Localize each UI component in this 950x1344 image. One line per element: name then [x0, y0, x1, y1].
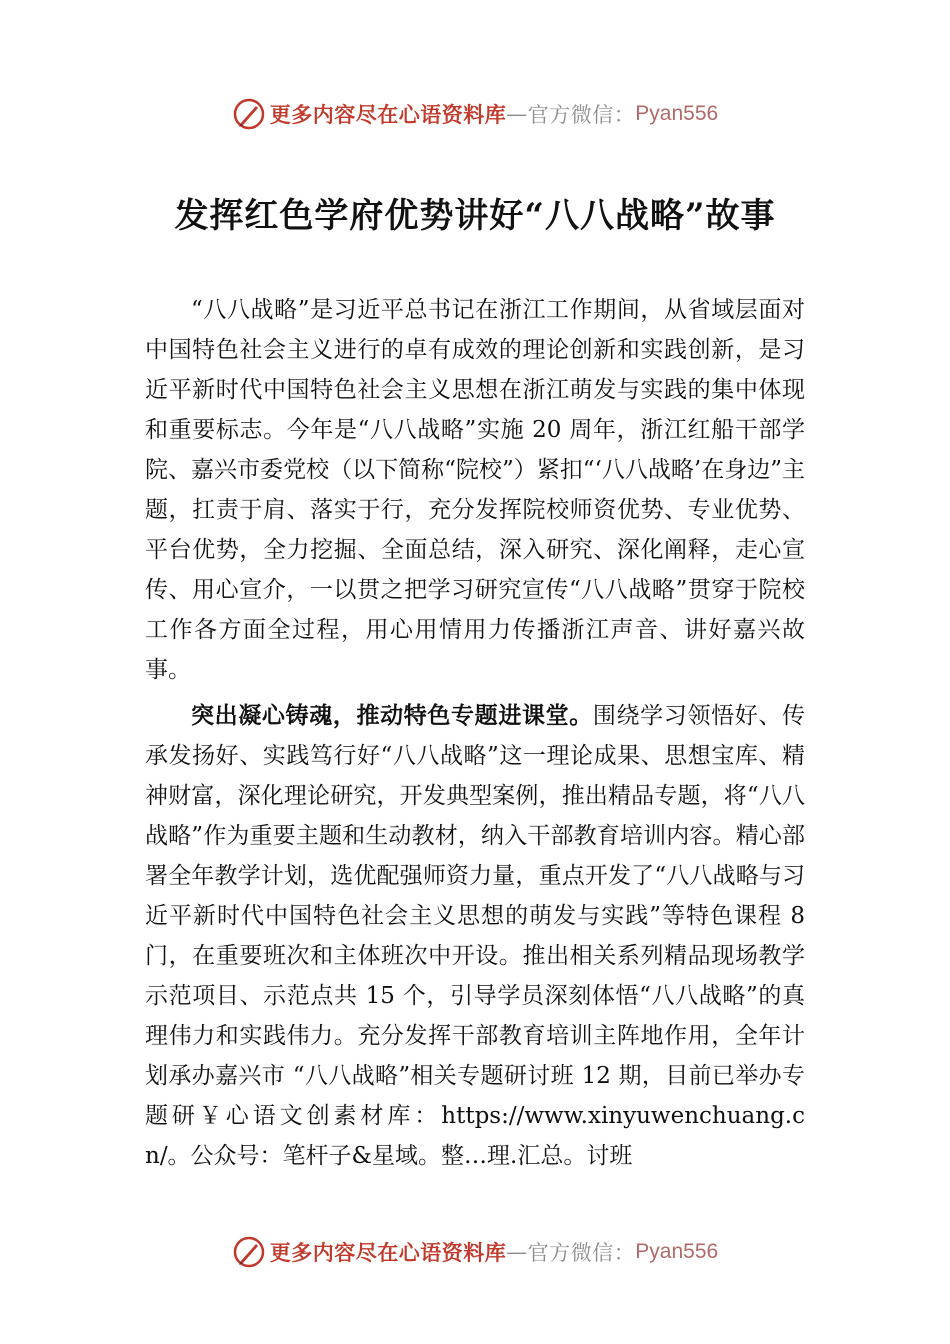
document-title: 发挥红色学府优势讲好“八八战略”故事	[174, 196, 776, 236]
body-paragraph	[145, 290, 805, 690]
watermark-channel-label: 官方微信：	[527, 103, 636, 127]
document-body	[145, 290, 805, 1182]
paragraph-text: “八八战略”是习近平总书记在浙江工作期间，从省域层面对中国特色社会主义进行的卓有成效的理论创新和实践创新，是习近平新时代中国特色社会主义思想在浙江萌发与实践的集中体现和重要标志。今年是“八八战略”实施 20 周年，浙江红船干部学院、嘉兴市委党校（以下简称“院校”）紧扣“‘八八战略’在身边”主题，扛责于肩、落实于行，充分发挥院校师资优势、专业优势、平台优势，全力挖掘、全面总结，深入研究、深化阐释，走心宣传、用心宣介，一以贯之把学习研究宣传“八八战略”贯穿于院校工作各方面全过程，用心用情用力传播浙江声音、讲好嘉兴故事。	[145, 297, 805, 683]
watermark-separator: —	[506, 102, 528, 126]
watermark-wechat-id: Pyan556	[635, 102, 719, 125]
watermark-site-name: 更多内容尽在心语资料库	[269, 102, 507, 127]
footer-watermark-banner	[0, 1232, 950, 1272]
paragraph-text: 围绕学习领悟好、传承发扬好、实践笃行好“八八战略”这一理论成果、思想宝库、精神财富，深化理论研究，开发典型案例，推出精品专题，将“八八战略”作为重要主题和生动教材，纳入干部教育培训内容。精心部署全年教学计划，选优配强师资力量，重点开发了“八八战略与习近平新时代中国特色社会主义思想的萌发与实践”等特色课程 8 门，在重要班次和主体班次中开设。推出相关系列精品现场教学示范项目、示范点共 15 个，引导学员深刻体悟“八八战略”的真理伟力和实践伟力。充分发挥干部教育培训主阵地作用，全年计划承办嘉兴市 “八八战略”相关专题研讨班 12 期，目前已举办专题研￥心语文创素材库：https://www.xinyuwenchuang.cn/。公众号：笔杆子&星域。整…理.汇总。讨班	[145, 703, 806, 1169]
watermark-site-name: 更多内容尽在心语资料库	[269, 1240, 507, 1265]
watermark-separator: —	[506, 1240, 528, 1264]
body-paragraph	[145, 696, 805, 1176]
quill-pen-logo-icon	[232, 1235, 266, 1269]
paragraph-lead-heading: 突出凝心铸魂，推动特色专题进课堂。	[191, 703, 593, 729]
header-watermark-banner	[0, 94, 950, 134]
quill-pen-logo-icon	[232, 97, 266, 131]
watermark-channel-label: 官方微信：	[527, 1241, 636, 1265]
watermark-wechat-id: Pyan556	[635, 1240, 719, 1263]
